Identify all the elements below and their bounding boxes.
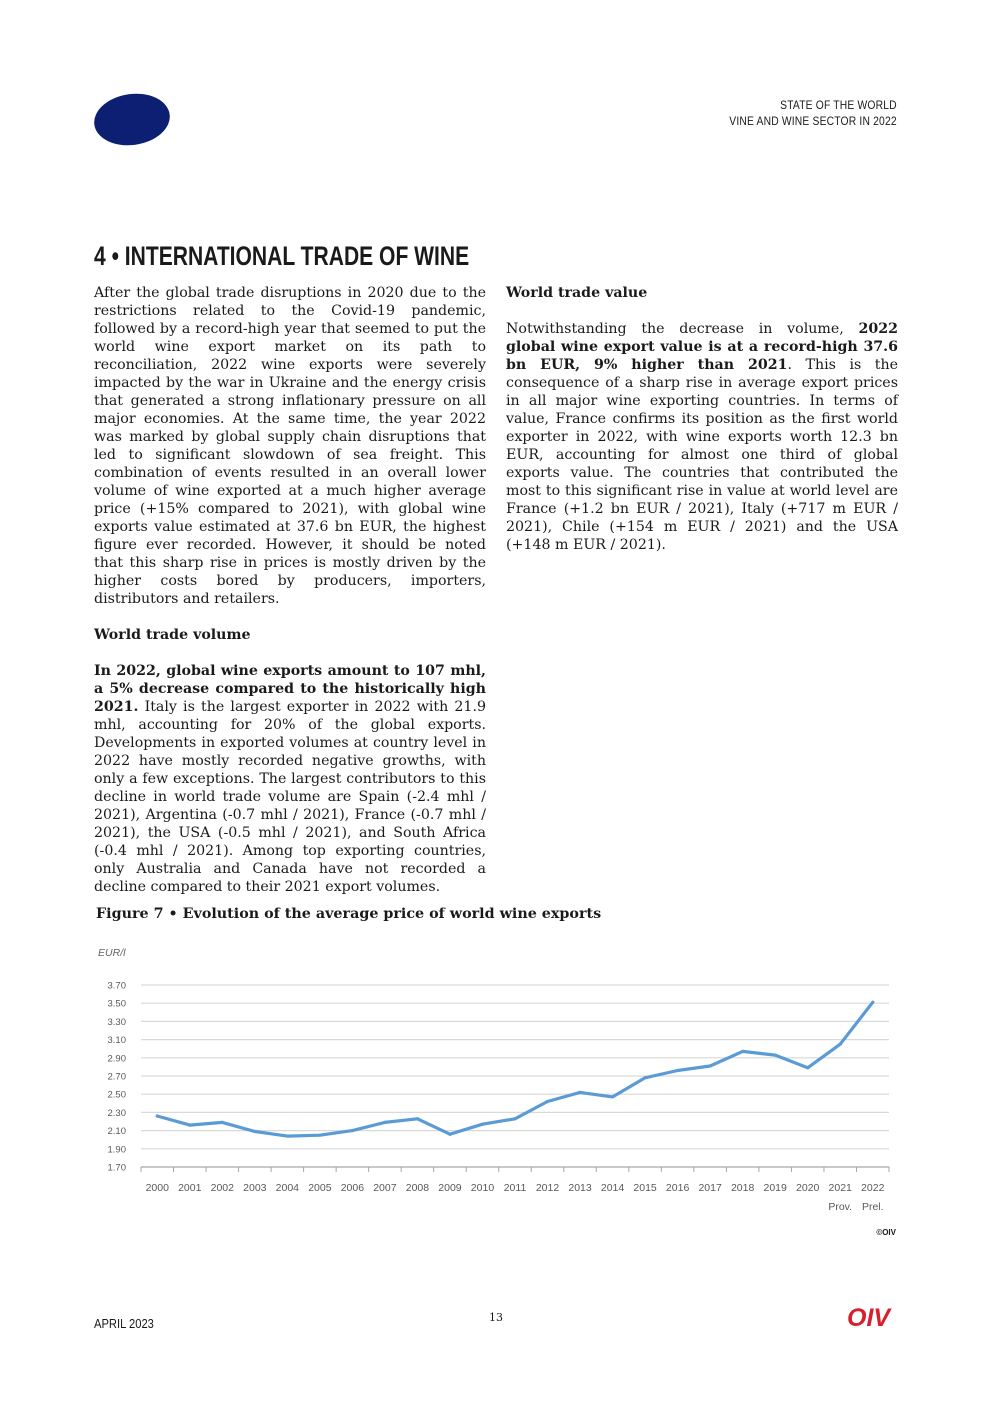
figure-title: Figure 7 • Evolution of the average price of world wine exports — [96, 906, 602, 922]
x-tick-label: 2014 — [600, 1182, 625, 1194]
data-point — [253, 1130, 256, 1133]
x-tick-label: 2002 — [210, 1182, 234, 1194]
data-point — [709, 1064, 712, 1067]
data-point — [611, 1095, 614, 1098]
volume-paragraph — [94, 662, 486, 896]
data-point — [578, 1091, 581, 1094]
y-tick-label: 3.10 — [107, 1035, 126, 1047]
data-point — [448, 1133, 451, 1136]
x-tick-label: 2009 — [438, 1182, 462, 1194]
data-point — [221, 1121, 224, 1124]
x-tick-label: 2017 — [698, 1182, 722, 1194]
value-body-start: Notwithstanding the decrease in volume, — [506, 321, 859, 337]
data-point — [806, 1066, 809, 1069]
x-tick-label: 2019 — [763, 1182, 787, 1194]
running-header-line1: STATE OF THE WORLD — [780, 98, 897, 112]
left-column — [94, 284, 486, 896]
x-tick-label: 2022 — [861, 1182, 885, 1194]
x-tick-label: 2010 — [470, 1182, 495, 1194]
data-point — [546, 1100, 549, 1103]
oiv-logo: OIV — [847, 1304, 891, 1332]
price-line-chart — [88, 940, 908, 1220]
data-point — [416, 1117, 419, 1120]
value-heading: World trade value — [506, 285, 648, 301]
x-tick-label: 2015 — [633, 1182, 657, 1194]
data-point — [643, 1076, 646, 1079]
page-number: 13 — [489, 1311, 503, 1324]
right-column — [506, 284, 898, 554]
data-point — [774, 1053, 777, 1056]
data-point — [741, 1050, 744, 1053]
data-point — [871, 1001, 874, 1004]
y-tick-label: 3.30 — [107, 1016, 126, 1028]
y-tick-label: 2.90 — [107, 1053, 126, 1065]
data-point — [351, 1129, 354, 1132]
running-header — [730, 97, 897, 129]
x-tick-label: 2012 — [535, 1182, 560, 1194]
x-tick-label: 2013 — [568, 1182, 592, 1194]
y-tick-label: 2.30 — [107, 1107, 126, 1119]
x-tick-note: Prov. — [828, 1201, 853, 1213]
series-line — [157, 1002, 872, 1136]
copyright-mark: ©OIV — [876, 1228, 896, 1237]
volume-body: Italy is the largest exporter in 2022 with 21.9 mhl, accounting for 20% of the global exports. Developments in exported volumes at country level in 2022 have mostly recorded negative growths, with only a few exceptions. The largest contributors to this decline in world trade volume are Spain (-2.4 mhl / 2021), Argentina (-0.7 mhl / 2021), France (-0.7 mhl / 2021), the USA (-0.5 mhl / 2021), and South Africa (-0.4 mhl / 2021). Among top exporting countries, only Australia and Canada have not recorded a decline compared to their 2021 export volumes. — [94, 699, 486, 895]
data-point — [481, 1123, 484, 1126]
y-tick-label: 2.50 — [107, 1089, 126, 1101]
y-tick-label: 2.70 — [107, 1071, 126, 1083]
x-tick-label: 2000 — [145, 1182, 169, 1194]
section-title: 4 • INTERNATIONAL TRADE OF WINE — [94, 241, 470, 271]
y-axis-unit-label: EUR/l — [98, 947, 126, 959]
x-tick-label: 2007 — [373, 1182, 397, 1194]
x-tick-label: 2018 — [730, 1182, 755, 1194]
x-tick-label: 2016 — [665, 1182, 690, 1194]
data-point — [676, 1069, 679, 1072]
value-paragraph — [506, 320, 898, 554]
data-point — [318, 1134, 321, 1137]
x-tick-label: 2008 — [405, 1182, 430, 1194]
data-point — [156, 1114, 159, 1117]
volume-heading: World trade volume — [94, 627, 251, 643]
header-logo-ellipse — [91, 89, 173, 150]
running-header-line2: VINE AND WINE SECTOR IN 2022 — [729, 114, 897, 128]
value-highlight: 2022 global wine export value is at a record-high 37.6 bn EUR, 9% higher than 2021 — [506, 321, 898, 373]
data-point — [839, 1043, 842, 1046]
x-tick-label: 2021 — [828, 1182, 852, 1194]
y-tick-label: 3.70 — [107, 980, 126, 992]
x-tick-label: 2020 — [796, 1182, 820, 1194]
x-tick-label: 2001 — [178, 1182, 202, 1194]
data-point — [383, 1121, 386, 1124]
intro-paragraph: After the global trade disruptions in 2020 due to the restrictions related to the Covid-19 pandemic, followed by a record-high year that seemed to put the world wine export market on its path to reconciliation, 2022 wine exports were severely impacted by the war in Ukraine and the energy crisis that generated a strong inflationary pressure on all major economies. At the same time, the year 2022 was marked by global supply chain disruptions that led to significant slowdown of sea freight. This combination of events resulted in an overall lower volume of wine exported at a much higher average price (+15% compared to 2021), with global wine exports value estimated at 37.6 bn EUR, the highest figure ever recorded. However, it should be noted that this sharp rise in prices is mostly driven by the higher costs bored by producers, importers, distributors and retailers. — [94, 285, 486, 607]
x-tick-label: 2011 — [503, 1182, 527, 1194]
data-point — [286, 1134, 289, 1137]
x-tick-label: 2005 — [308, 1182, 332, 1194]
y-tick-label: 3.50 — [107, 998, 126, 1010]
data-point — [188, 1124, 191, 1127]
value-body-end: . This is the consequence of a sharp rise in average export prices in all major wine exporting countries. In terms of value, France confirms its position as the first world exporter in 2022, with wine exports worth 12.3 bn EUR, accounting for almost one third of global exports value. The countries that contributed the most to this significant rise in value at world level are France (+1.2 bn EUR / 2021), Italy (+717 m EUR / 2021), Chile (+154 m EUR / 2021) and the USA (+148 m EUR / 2021). — [506, 357, 898, 553]
y-tick-label: 1.70 — [107, 1162, 126, 1174]
y-tick-label: 1.90 — [107, 1144, 126, 1156]
volume-highlight: In 2022, global wine exports amount to 107 mhl, a 5% decrease compared to the historically high 2021. — [94, 663, 486, 715]
data-point — [513, 1117, 516, 1120]
x-tick-label: 2003 — [243, 1182, 267, 1194]
x-tick-note: Prel. — [861, 1201, 884, 1213]
y-tick-label: 2.10 — [107, 1126, 126, 1138]
x-tick-label: 2004 — [275, 1182, 300, 1194]
x-tick-label: 2006 — [340, 1182, 365, 1194]
footer-date: APRIL 2023 — [94, 1316, 154, 1331]
